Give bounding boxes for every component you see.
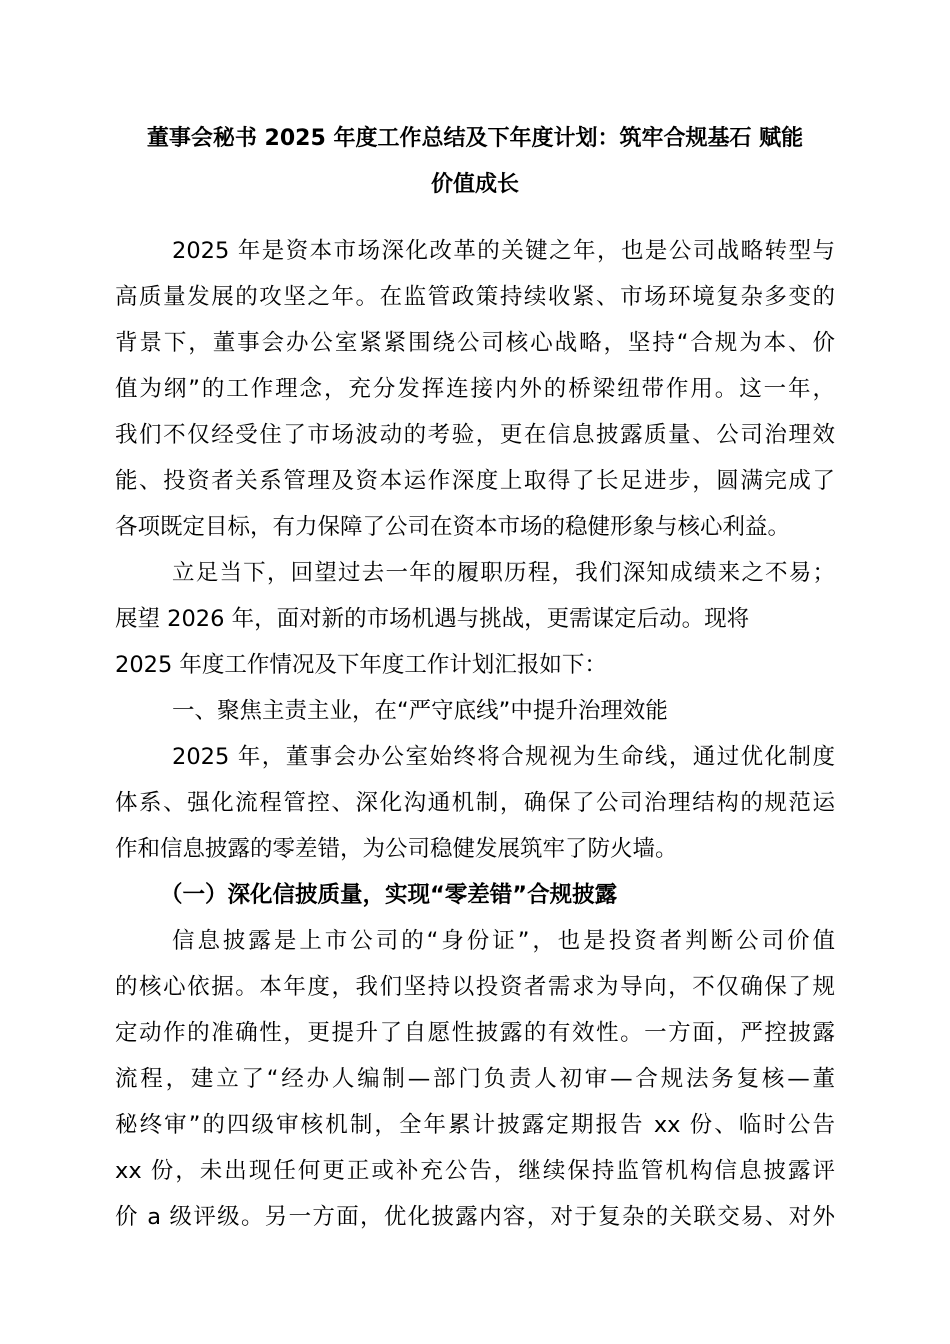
paragraph-line: 能、投资者关系管理及资本运作深度上取得了长足进步，圆满完成了 — [115, 468, 835, 494]
paragraph-line: 信息披露是上市公司的“身份证”，也是投资者判断公司价值 — [172, 928, 835, 954]
paragraph-line: 秘终审”的四级审核机制，全年累计披露定期报告 xx 份、临时公告 — [115, 1112, 835, 1138]
paragraph-line: 背景下，董事会办公室紧紧围绕公司核心战略，坚持“合规为本、价 — [115, 330, 835, 356]
paragraph-line: xx 份，未出现任何更正或补充公告，继续保持监管机构信息披露评 — [115, 1158, 835, 1184]
paragraph-line: 立足当下，回望过去一年的履职历程，我们深知成绩来之不易； — [172, 560, 835, 586]
paragraph-line: 作和信息披露的零差错，为公司稳健发展筑牢了防火墙。 — [115, 836, 678, 862]
paragraph-line: 定动作的准确性，更提升了自愿性披露的有效性。一方面，严控披露 — [115, 1020, 835, 1046]
paragraph-line: 各项既定目标，有力保障了公司在资本市场的稳健形象与核心利益。 — [115, 514, 791, 540]
paragraph-line: 高质量发展的攻坚之年。在监管政策持续收紧、市场环境复杂多变的 — [115, 284, 835, 310]
section-heading: 一、聚焦主责主业，在“严守底线”中提升治理效能 — [172, 698, 668, 724]
paragraph-line: 2025 年度工作情况及下年度工作计划汇报如下： — [115, 652, 607, 678]
paragraph-line: 价 a 级评级。另一方面，优化披露内容，对于复杂的关联交易、对外 — [115, 1204, 835, 1230]
paragraph-line: 我们不仅经受住了市场波动的考验，更在信息披露质量、公司治理效 — [115, 422, 835, 448]
paragraph-line: 的核心依据。本年度，我们坚持以投资者需求为导向，不仅确保了规 — [115, 974, 835, 1000]
paragraph-line: 流程，建立了“经办人编制—部门负责人初审—合规法务复核—董 — [115, 1066, 835, 1092]
title-line-1: 董事会秘书 2025 年度工作总结及下年度计划：筑牢合规基石 赋能 — [146, 126, 804, 151]
paragraph-line: 值为纲”的工作理念，充分发挥连接内外的桥梁纽带作用。这一年， — [115, 376, 835, 402]
subsection-heading: （一）深化信披质量，实现“零差错”合规披露 — [160, 882, 618, 908]
paragraph-line: 体系、强化流程管控、深化沟通机制，确保了公司治理结构的规范运 — [115, 790, 835, 816]
document-title — [100, 116, 850, 208]
paragraph-line: 2025 年，董事会办公室始终将合规视为生命线，通过优化制度 — [172, 744, 835, 770]
title-line-2: 价值成长 — [430, 172, 519, 197]
paragraph-line: 展望 2026 年，面对新的市场机遇与挑战，更需谋定后动。现将 — [115, 606, 750, 632]
paragraph-line: 2025 年是资本市场深化改革的关键之年，也是公司战略转型与 — [172, 238, 835, 264]
